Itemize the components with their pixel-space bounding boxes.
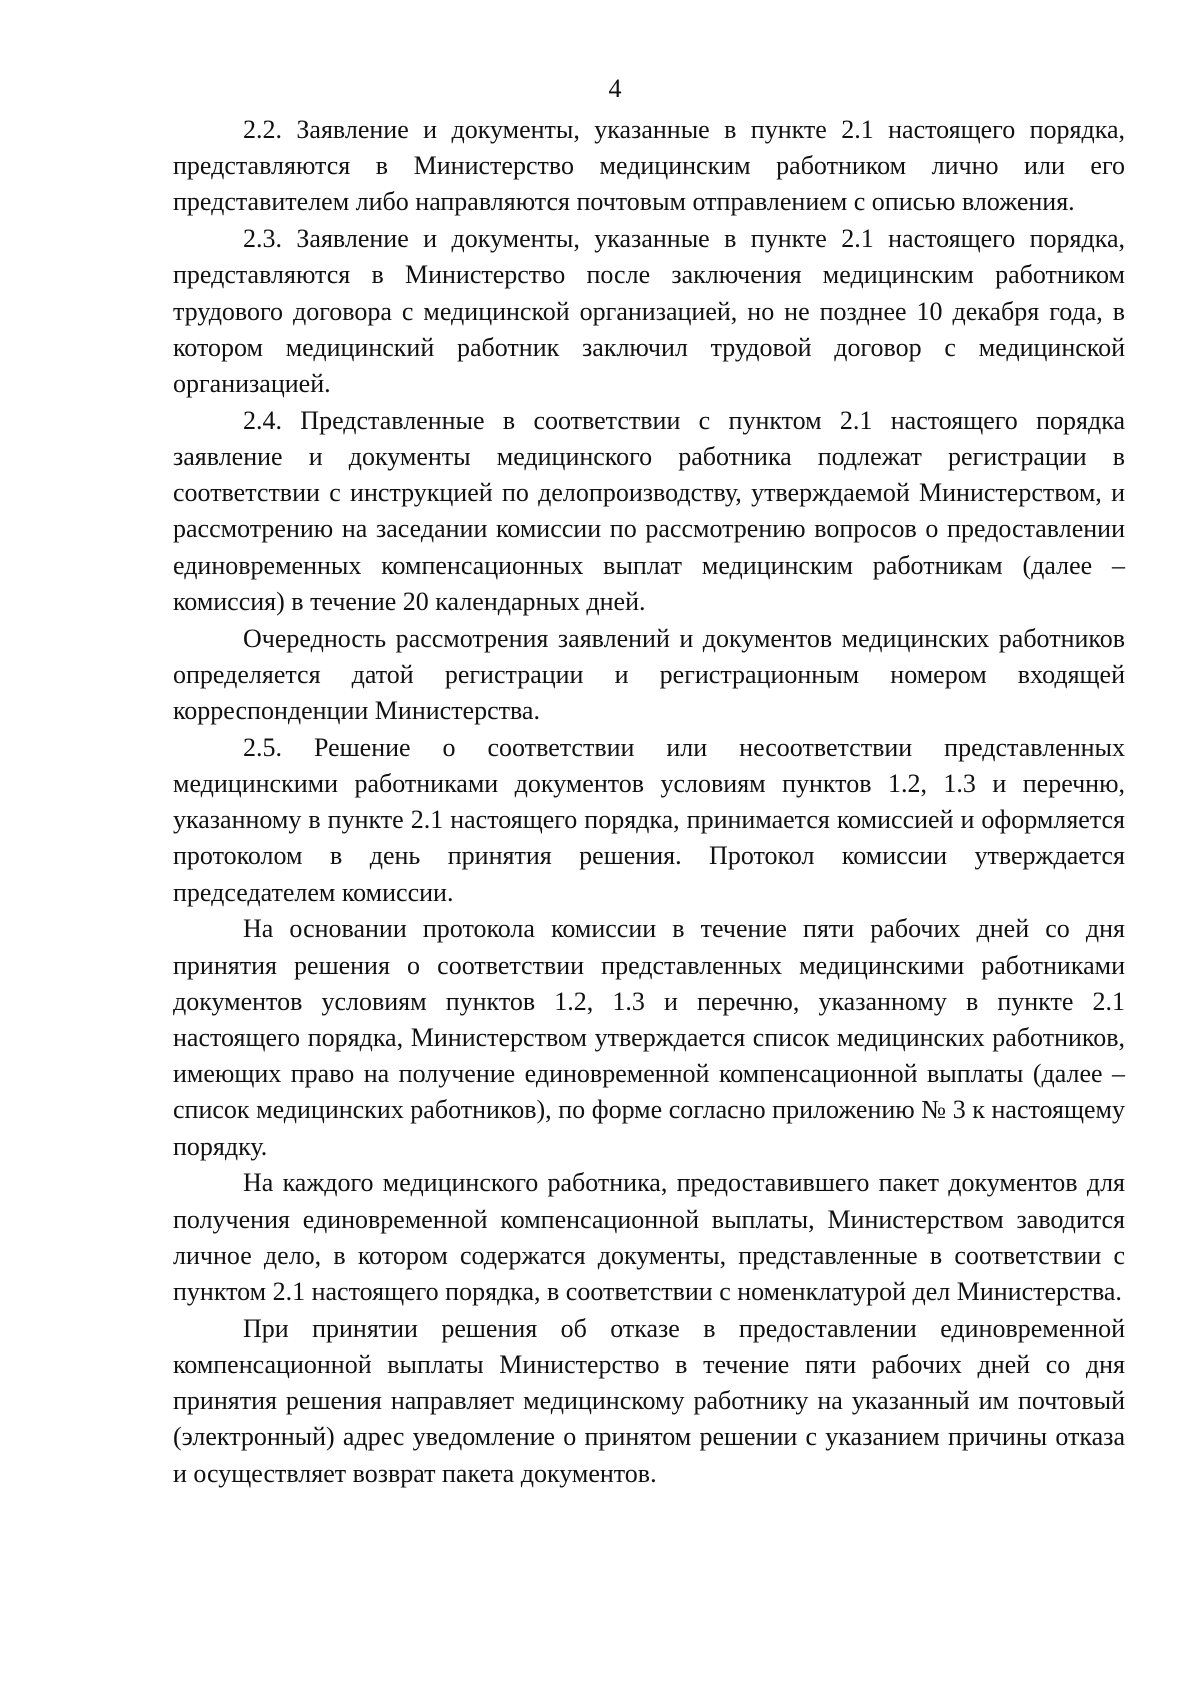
paragraph-refusal: При принятии решения об отказе в предоставлении единовременной компенсационной выплаты Министерство в течение пяти рабочих дней со дня принятия решения направляет медицинскому работнику на указанный им почтовый (электронный) адрес уведомление о принятом решении с указанием причины отказа и осуществляет возврат пакета документов.	[173, 1313, 1125, 1488]
paragraph-personal-file: На каждого медицинского работника, предоставившего пакет документов для получения единовременной компенсационной выплаты, Министерством заводится личное дело, в котором содержатся документы, представленные в соответствии с пунктом 2.1 настоящего порядка, в соответствии с номенклатурой дел Министерства.	[173, 1168, 1125, 1307]
paragraph-2-2: 2.2. Заявление и документы, указанные в пункте 2.1 настоящего порядка, представляются в Министерство медицинским работником лично или его представителем либо направляются почтовым отправлением с описью вложения.	[173, 115, 1125, 217]
paragraph-2-4: 2.4. Представленные в соответствии с пунктом 2.1 настоящего порядка заявление и документы медицинского работника подлежат регистрации в соответствии с инструкцией по делопроизводству, утверждаемой Министерством, и рассмотрению на заседании комиссии по рассмотрению вопросов о предоставлении единовременных компенсационных выплат медицинским работникам (далее – комиссия) в течение 20 календарных дней.	[173, 405, 1125, 616]
paragraph-2-5: 2.5. Решение о соответствии или несоответствии представленных медицинскими работниками документов условиям пунктов 1.2, 1.3 и перечню, указанному в пункте 2.1 настоящего порядка, принимается комиссией и оформляется протоколом в день принятия решения. Протокол комиссии утверждается председателем комиссии.	[173, 732, 1125, 907]
paragraph-2-3: 2.3. Заявление и документы, указанные в пункте 2.1 настоящего порядка, представляются в Министерство после заключения медицинским работником трудового договора с медицинской организацией, но не позднее 10 декабря года, в котором медицинский работник заключил трудовой договор с медицинской организацией.	[173, 224, 1125, 399]
paragraph-list-approval: На основании протокола комиссии в течение пяти рабочих дней со дня принятия решения о соответствии представленных медицинскими работниками документов условиям пунктов 1.2, 1.3 и перечню, указанному в пункте 2.1 настоящего порядка, Министерством утверждается список медицинских работников, имеющих право на получение единовременной компенсационной выплаты (далее – список медицинских работников), по форме согласно приложению № 3 к настоящему порядку.	[173, 914, 1125, 1161]
page-number: 4	[608, 74, 622, 103]
paragraph-queue-order: Очередность рассмотрения заявлений и документов медицинских работников определяется датой регистрации и регистрационным номером входящей корреспонденции Министерства.	[173, 623, 1125, 726]
document-body	[173, 112, 1125, 1492]
